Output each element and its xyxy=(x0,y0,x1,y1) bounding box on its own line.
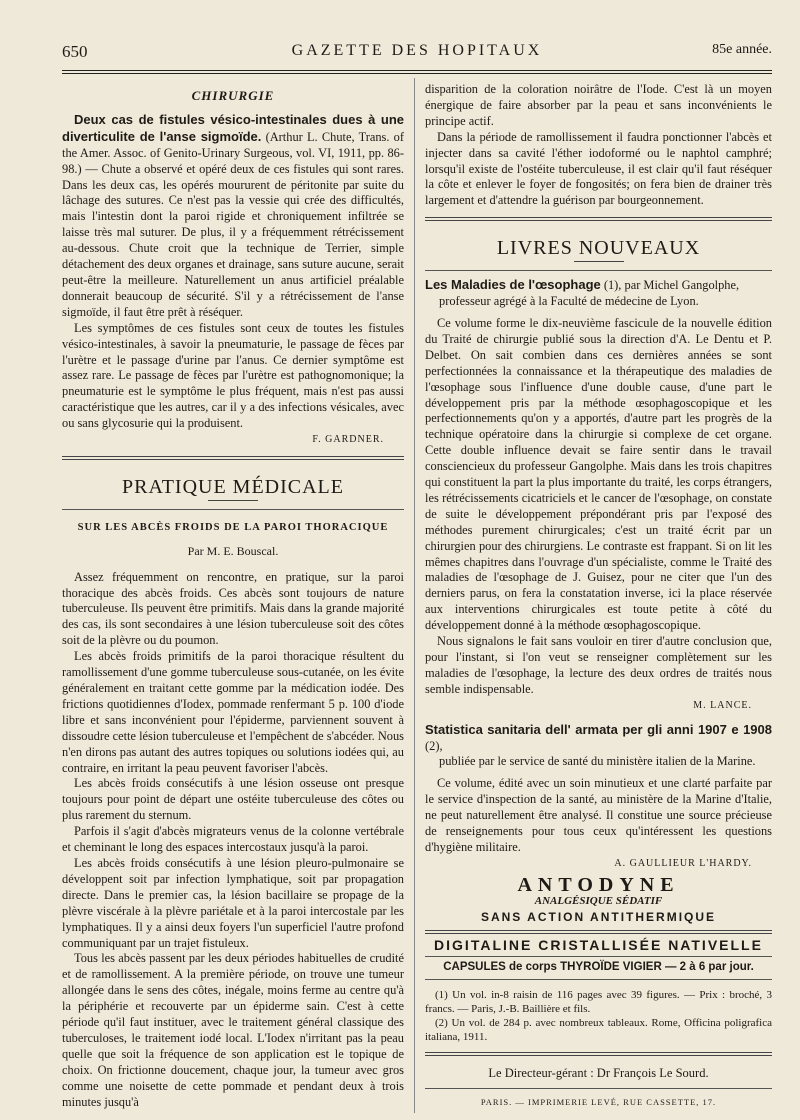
article-signature: F. GARDNER. xyxy=(312,434,384,446)
article-title: Deux cas de fistules vésico-intestinales dues à une diverticulite de l'anse sigmoïde. xyxy=(62,111,404,144)
review-paragraph: Nous signalons le fait sans vouloir en tirer d'autre conclusion que, pour l'instant, si l'on veut se renseigner complètement sur les maladies de l'œsophage, la lecture des deux ordres de traités nous semble indispensable. xyxy=(425,634,772,696)
page-header xyxy=(62,42,772,66)
footer-rule xyxy=(425,1088,772,1089)
ad-brand: ANTODYNE xyxy=(517,873,680,896)
book-entry xyxy=(425,277,772,294)
book-title: Les Maladies de l'œsophage xyxy=(425,277,601,293)
article-paragraph: Les abcès froids primitifs de la paroi thoracique résultent du ramollissement d'une gomme tuberculeuse sous-cutanée, on les évite généralement en traitant cette gomme par la médication iodée. Des frictions quotidiennes d'Iodex, pommade renfermant 5 p. 100 d'iode libre et sans inconvénient pour l'épiderme, parviennent souvent à dissoudre cette lésion tuberculeuse et l'empêchent de s'abcéder. Nous n'en dirons pas autant des autres topiques ou solutions iodées qui, au contraire, en irritant la peau peuvent favoriser l'abcès. xyxy=(62,649,404,775)
book-title: Statistica sanitaria dell' armata per gli anni 1907 e 1908 xyxy=(425,721,772,737)
section-rule xyxy=(425,217,772,221)
short-rule xyxy=(574,261,624,262)
article-chute xyxy=(62,112,404,321)
article-paragraph: Parfois il s'agit d'abcès migrateurs venus de la colonne vertébrale et cheminant le long des espaces intercostaux jusqu'à la paroi. xyxy=(62,824,404,855)
article-paragraph: disparition de la coloration noirâtre de l'Iode. C'est là un moyen énergique de faire absorber par la peau et sans inconvénients le principe actif. xyxy=(425,82,772,128)
ad-rule xyxy=(425,956,772,957)
article-paragraph: Assez fréquemment on rencontre, en pratique, sur la paroi thoracique des abcès froids. Ces abcès sont toujours de nature tuberculeuse. Ils peuvent être primitifs. Mais dans la grande majorité des cas, ils sont secondaires à une lésion tuberculeuse soit des côtes soit de la plèvre ou du poumon. xyxy=(62,569,404,648)
director-line: Le Directeur-gérant : Dr François Le Sourd. xyxy=(488,1066,709,1081)
ad-tagline: SANS ACTION ANTITHERMIQUE xyxy=(480,909,717,924)
short-rule xyxy=(208,500,258,501)
footer-rule xyxy=(425,1052,772,1056)
article-body: — Chute a observé et opéré deux de ces fistules qui sont rares. Dans les deux cas, les opérés moururent de péritonite par suite du lâchage des sutures. Ce n'est pas la vessie qui crée des difficultés, mais l'intestin dont la paroi rigide et chroniquement infiltrée se laisse très mal suturer. De plus, il y a fréquemment rétrécissement au-dessous. Chute croit que la technique de Terrier, simple détachement des deux organes et drainage, sans suture aucune, serait peut-être la meilleure. Naturellement un anus artificiel préalable donnerait beaucoup de sécurité. S'il y a rétrécissement de l'anse sigmoïde, il faut être prêt à réséquer. xyxy=(62,161,404,319)
advertisement xyxy=(425,873,772,981)
article-heading: SUR LES ABCÈS FROIDS DE LA PAROI THORACIQUE xyxy=(77,521,389,533)
review-paragraph: Ce volume forme le dix-neuvième fascicule de la nouvelle édition du Traité de chirurgie publié sous la direction d'A. Le Dentu et P. Delbet. On sait combien dans ces dernières années se sont perfectionnées la connaissance et la thérapeutique des maladies de l'œsophage sous l'influence d'une double cause, d'une part le développement pris par la méthode œsophagoscopique et les perfectionnements qu'on y a apportés, d'autre part les progrès de la technique opératoire dans la chirurgie si complexe de cet organe. Cette double influence devait se faire sentir dans le travail consciencieux du professeur Gangolphe. Mais dans les trois chapitres qui constituent la part la plus importante du traité, les corps étrangers, les rétrécissements cicatriciels et le cancer de l'œsophage, on constate de suite le développement prépondérant pris par l'exposé des méthodes purement chirurgicales; c'est un traité écrit par un chirurgien pour des chirurgiens. Le contraste est frappant. Si on lit les mêmes chapitres dans l'ouvrage d'un spécialiste, comme le Traité des maladies de l'œsophage de J. Guisez, pour ne citer que l'un des derniers parus, on fera la constatation inverse, ici la place réservée aux interventions chirurgicales est toute petite à côté du développement donné à la méthode œsophagoscopique. xyxy=(425,315,772,633)
section-rule xyxy=(62,456,404,460)
column-divider xyxy=(414,78,415,1113)
article-reference: (Arthur L. Chute, Trans. of the Amer. Assoc. of Genito-Urinary Surgeous, vol. VI, 1911, pp. 86-98.) xyxy=(62,129,404,176)
book-note-ref: (2), xyxy=(425,738,443,753)
review-signature: M. LANCE. xyxy=(693,699,752,711)
footnote: (2) Un vol. de 284 p. avec nombreux tableaux. Rome, Officina poligrafica italiana, 1911. xyxy=(425,1017,772,1044)
article-paragraph: Les abcès froids consécutifs à une lésion pleuro-pulmonaire se développent soit par infection lymphatique, soit par propagation directe. Dans le premier cas, la lésion bacillaire se propage de la plèvre viscérale à la plèvre pariétale et à la paroi intercostale par les lymphatiques. Il y a ainsi deux foyers l'un superficiel l'autre profond communiquant par un trajet fistuleux. xyxy=(62,855,404,950)
article-paragraph: Les abcès froids consécutifs à une lésion osseuse ont presque toujours pour point de départ une ostéite tuberculeuse des côtes ou plus rarement du sternum. xyxy=(62,776,404,823)
article-byline: Par M. E. Bouscal. xyxy=(187,543,279,558)
ad-rule xyxy=(425,930,772,934)
book-note-ref: (1), par Michel Gangolphe, xyxy=(603,278,740,293)
category-heading: CHIRURGIE xyxy=(191,88,275,103)
review-paragraph: Ce volume, édité avec un soin minutieux et une clarté parfaite par le service d'inspection de la santé, au ministère de la Marine d'Italie, ne peut naturellement être analysé. Il constitue une source précieuse de renseignements pour tous ceux qu'intéressent les questions d'hygiène militaire. xyxy=(425,776,772,854)
journal-year: 85e année. xyxy=(712,42,772,57)
printer-line: PARIS. — IMPRIMERIE LEVÉ, RUE CASSETTE, 17. xyxy=(480,1097,717,1108)
book-entry xyxy=(425,722,772,755)
section-title: LIVRES NOUVEAUX xyxy=(496,237,701,260)
right-column xyxy=(425,82,772,1111)
journal-title: GAZETTE DES HOPITAUX xyxy=(291,42,543,59)
ad-rule xyxy=(425,979,772,980)
article-paragraph: Tous les abcès passent par les deux périodes habituelles de crudité et de ramollissement. A la première période, on trouve une tumeur allongée dans le sens des côtes, inégale, moins ferme au centre qu'à la périphérie et recouverte par un épiderme sain. C'est à cette période qu'il faut instituer, avec le traitement général classique des tuberculoses, le traitement iodé local. L'Iodex n'irritant pas la peau quelle que soit la fréquence de son application est le topique de choix. On frictionne doucement, chaque jour, la tumeur avec gros comme une noisette de cette pommade et pendant deux à trois minutes jusqu'à xyxy=(62,951,404,1109)
review-signature: A. GAULLIEUR L'HARDY. xyxy=(614,857,752,869)
header-rule xyxy=(62,70,772,74)
article-paragraph: Dans la période de ramollissement il faudra ponctionner l'abcès et injecter dans sa cavité l'éther iodoformé ou le naphtol camphré; lorsqu'il existe de l'ostéite tuberculeuse, il est clair qu'il faut réséquer la côte et enlever le foyer de fongosités; on fera bien de drainer très largement et d'attendre la guérison par bourgeonnement. xyxy=(425,129,772,208)
ad-digitaline: DIGITALINE CRISTALLISÉE NATIVELLE xyxy=(434,936,763,953)
footnotes xyxy=(425,988,772,1044)
footnote: (1) Un vol. in-8 raisin de 116 pages avec 39 figures. — Prix : broché, 3 francs. — Paris, J.-B. Baillière et fils. xyxy=(425,989,772,1016)
ad-capsules: CAPSULES de corps THYROÏDE VIGIER — 2 à 6 par jour. xyxy=(443,961,754,974)
left-column xyxy=(62,82,404,1110)
ad-subtitle: ANALGÉSIQUE SÉDATIF xyxy=(534,894,663,907)
book-subtitle: professeur agrégé à la Faculté de médecine de Lyon. xyxy=(439,294,699,309)
thin-rule xyxy=(425,270,772,271)
article-paragraph: Les symptômes de ces fistules sont ceux de toutes les fistules vésico-intestinales, à savoir la pneumaturie, le passage de fèces par l'urètre et le passage d'urine par l'anus. Ce dernier symptôme est assez rare. Le passage de fèces par l'urètre est pathognomonique; la pneumaturie est le symptôme le plus fréquent, mais n'est pas aussi caractéristique que les autres, car il y a des infections vésicales, avec ou sans glycosurie qui la produisent. xyxy=(62,320,404,431)
book-subtitle: publiée par le service de santé du ministère italien de la Marine. xyxy=(439,754,756,769)
thin-rule xyxy=(62,509,404,510)
section-title: PRATIQUE MÉDICALE xyxy=(122,475,344,498)
page-number: 650 xyxy=(62,42,88,61)
